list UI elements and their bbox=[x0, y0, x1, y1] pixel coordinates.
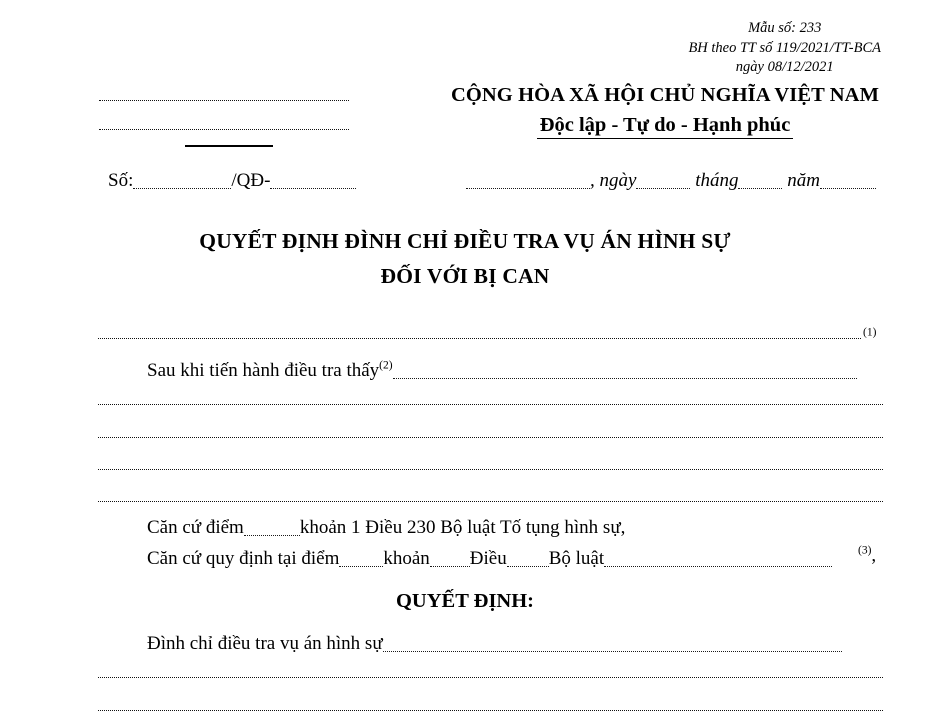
legal-basis-1-prefix: Căn cứ điểm bbox=[147, 517, 244, 538]
page-title-line-1: QUYẾT ĐỊNH ĐÌNH CHỈ ĐIỀU TRA VỤ ÁN HÌNH SỰ bbox=[199, 229, 731, 253]
legal-basis-2-prefix: Căn cứ quy định tại điểm bbox=[147, 548, 340, 569]
document-number-line bbox=[108, 170, 356, 192]
legal-basis-2-code-label: Bộ luật bbox=[548, 548, 605, 569]
year-blank bbox=[820, 187, 876, 189]
issue-date-line bbox=[466, 170, 876, 192]
legal-basis-2-clause-label: khoản bbox=[383, 548, 430, 569]
investigation-findings-label: Sau khi tiến hành điều tra thấy bbox=[147, 360, 380, 381]
findings-blank-line-3 bbox=[98, 469, 883, 470]
legal-basis-line-1 bbox=[147, 517, 625, 539]
investigation-findings-blank bbox=[393, 377, 857, 379]
findings-blank-line-2 bbox=[98, 437, 883, 438]
document-number-blank bbox=[133, 187, 231, 189]
page-title bbox=[60, 229, 870, 289]
decision-heading: QUYẾT ĐỊNH: bbox=[395, 590, 534, 612]
form-code-block bbox=[688, 19, 881, 78]
document-number-label: Số: bbox=[108, 170, 134, 191]
decision-content-label: Đình chỉ điều tra vụ án hình sự bbox=[147, 633, 383, 654]
agency-underline-rule bbox=[185, 145, 273, 147]
country-name: CỘNG HÒA XÃ HỘI CHỦ NGHĨA VIỆT NAM bbox=[450, 84, 880, 106]
month-label: tháng bbox=[695, 170, 739, 191]
findings-blank-line-1 bbox=[98, 404, 883, 405]
legal-basis-1-suffix: khoản 1 Điều 230 Bộ luật Tố tụng hình sự, bbox=[299, 517, 626, 538]
document-number-separator: /QĐ- bbox=[231, 170, 271, 191]
national-motto: Độc lập - Tự do - Hạnh phúc bbox=[537, 114, 794, 139]
form-code-line-2: BH theo TT số 119/2021/TT-BCA bbox=[688, 39, 881, 56]
agency-name-line-1 bbox=[99, 100, 349, 101]
findings-blank-line-4 bbox=[98, 501, 883, 502]
place-blank bbox=[466, 187, 590, 189]
legal-basis-2-point-blank bbox=[339, 565, 383, 567]
decision-content-blank bbox=[383, 650, 842, 652]
legal-basis-2-article-blank bbox=[507, 565, 549, 567]
footnote-marker-2: (2) bbox=[379, 359, 393, 372]
legal-basis-1-point-blank bbox=[244, 534, 300, 536]
footnote-marker-3: (3) bbox=[858, 544, 872, 557]
legal-basis-2-article-label: Điều bbox=[469, 548, 507, 569]
day-label: ngày bbox=[599, 170, 637, 191]
decision-blank-line-1 bbox=[98, 677, 883, 678]
case-name-blank-line bbox=[98, 338, 861, 339]
page-title-line-2: ĐỐI VỚI BỊ CAN bbox=[380, 264, 550, 288]
form-code-line-1: Mẫu số: 233 bbox=[748, 20, 822, 36]
investigation-findings-line bbox=[147, 360, 857, 382]
document-agency-code-blank bbox=[270, 187, 356, 189]
date-comma: , bbox=[590, 170, 595, 191]
national-heading bbox=[437, 84, 893, 139]
decision-blank-line-2 bbox=[98, 710, 883, 711]
legal-basis-line-2 bbox=[147, 548, 832, 570]
footnote-marker-3-comma: , bbox=[871, 545, 877, 566]
agency-name-line-2 bbox=[99, 129, 349, 130]
month-blank bbox=[738, 187, 782, 189]
year-label: năm bbox=[787, 170, 820, 191]
legal-basis-2-code-blank bbox=[604, 565, 832, 567]
legal-basis-2-clause-blank bbox=[430, 565, 470, 567]
decision-content-line bbox=[147, 633, 842, 655]
form-code-line-3: ngày 08/12/2021 bbox=[735, 59, 834, 75]
day-blank bbox=[636, 187, 690, 189]
footnote-marker-1: (1) bbox=[863, 326, 877, 339]
